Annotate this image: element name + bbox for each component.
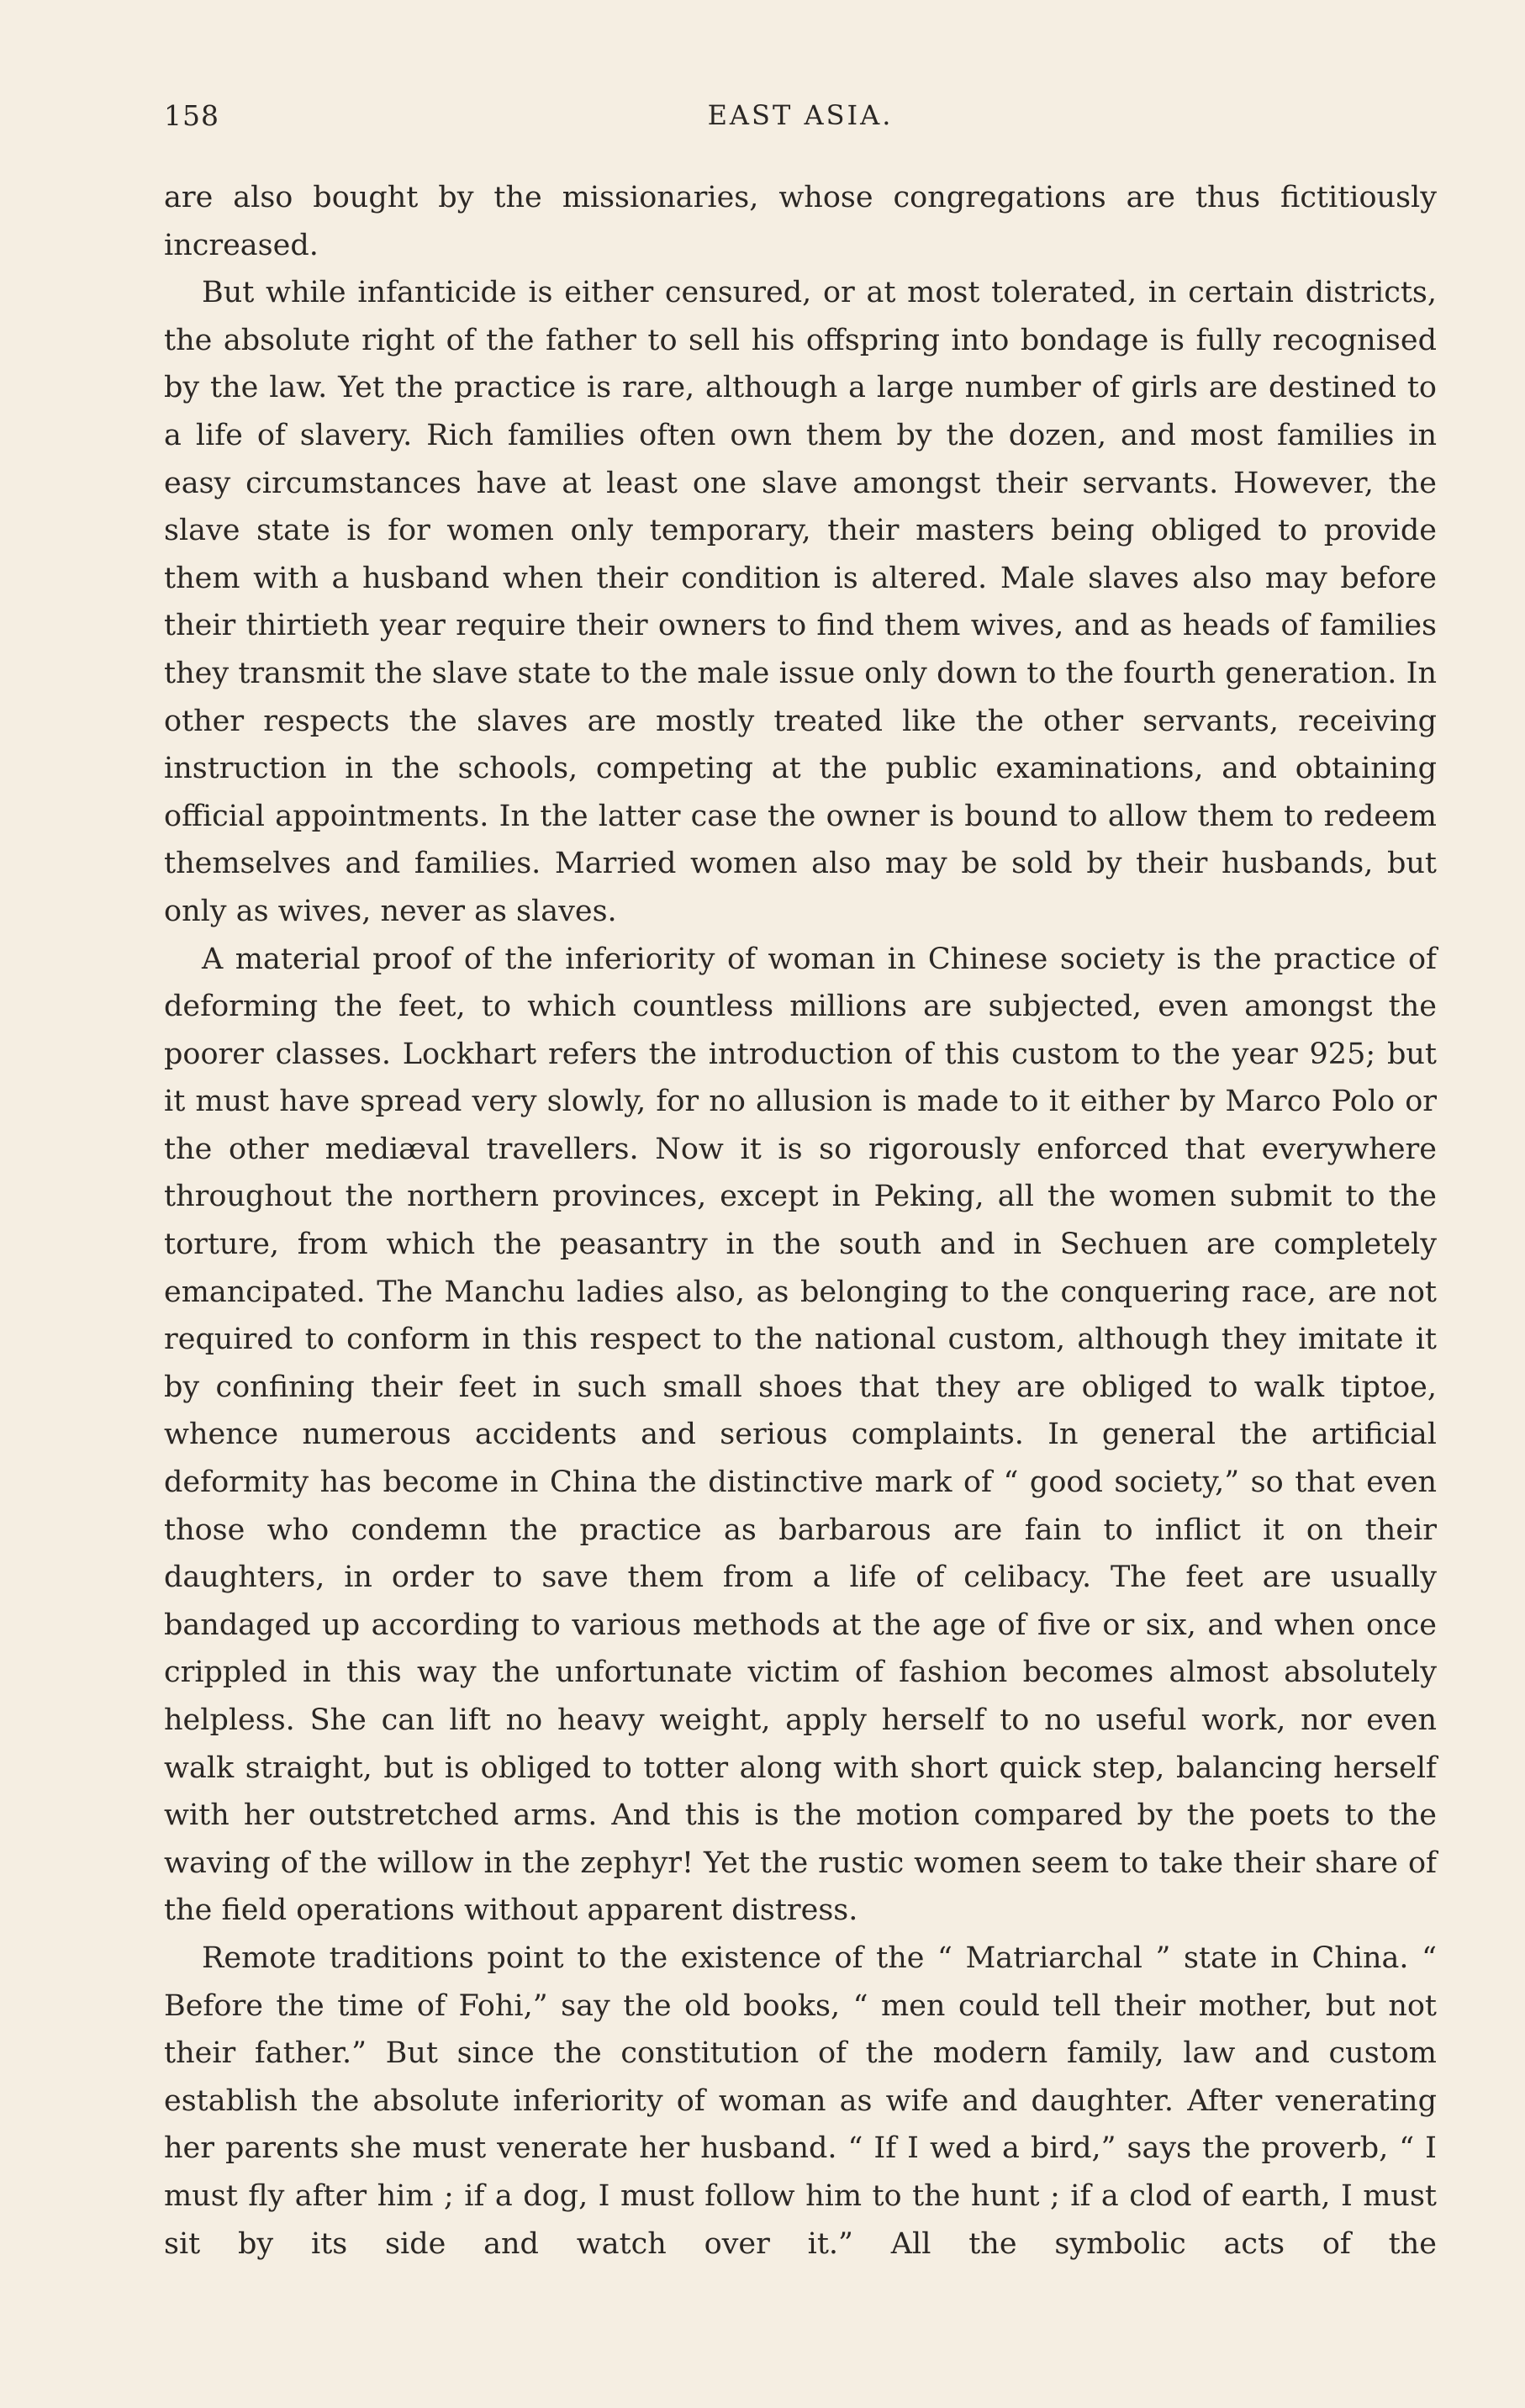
page-header (164, 99, 1437, 141)
running-head: EAST ASIA. (707, 99, 894, 131)
paragraph-matriarchal-state: Remote traditions point to the existence of the “ Matriarchal ” state in China. “ Before the time of Fohi,” say the old books, “ men could tell their mother, but not their father.” But since the constitution of the modern family, law and custom establish the absolute inferiority of woman as wife and daughter. After venerating her parents she must venerate her husband. “ If I wed a bird,” says the proverb, “ I must fly after him ; if a dog, I must follow him to the hunt ; if a clod of earth, I must sit by its side and watch over it.” All the symbolic acts of the (164, 1941, 1437, 2261)
paragraph-foot-binding: A material proof of the inferiority of woman in Chinese society is the practice of deforming the feet, to which countless millions are subjected, even amongst the poorer classes. Lockhart refers the introduction of this custom to the year 925; but it must have spread very slowly, for no allusion is made to it either by Marco Polo or the other mediæval travellers. Now it is so rigorously enforced that everywhere throughout the northern provinces, except in Peking, all the women submit to the torture, from which the peasantry in the south and in Sechuen are completely emancipated. The Manchu ladies also, as belonging to the conquering race, are not required to conform in this respect to the national custom, although they imitate it by confining their feet in such small shoes that they are obliged to walk tiptoe, whence numerous accidents and serious complaints. In general the artificial deformity has become in China the distinctive mark of “ good society,” so that even those who condemn the practice as barbarous are fain to inflict it on their daughters, in order to save them from a life of celibacy. The feet are usually bandaged up according to various methods at the age of five or six, and when once crippled in this way the unfortunate victim of fashion becomes almost absolutely helpless. She can lift no heavy weight, apply herself to no useful work, nor even walk straight, but is obliged to totter along with short quick step, balancing herself with her outstretched arms. And this is the motion compared by the poets to the waving of the willow in the zephyr! Yet the rustic women seem to take their share of the field operations without apparent distress. (164, 942, 1437, 1928)
body-text (164, 174, 1437, 2268)
paragraph-slavery: But while infanticide is either censured, or at most tolerated, in certain districts, the absolute right of the father to sell his offspring into bondage is fully recognised by the law. Yet the practice is rare, although a large number of girls are destined to a life of slavery. Rich families often own them by the dozen, and most families in easy circumstances have at least one slave amongst their servants. However, the slave state is for women only temporary, their masters being obliged to provide them with a husband when their condition is altered. Male slaves also may before their thirtieth year require their owners to find them wives, and as heads of families they transmit the slave state to the male issue only down to the fourth generation. In other respects the slaves are mostly treated like the other servants, receiving instruction in the schools, competing at the public examinations, and obtaining official appointments. In the latter case the owner is bound to allow them to redeem themselves and families. Married women also may be sold by their husbands, but only as wives, never as slaves. (164, 276, 1437, 928)
page-number: 158 (164, 99, 219, 132)
paragraph-continuation: are also bought by the missionaries, whose congregations are thus fictitiously increased. (164, 181, 1437, 262)
